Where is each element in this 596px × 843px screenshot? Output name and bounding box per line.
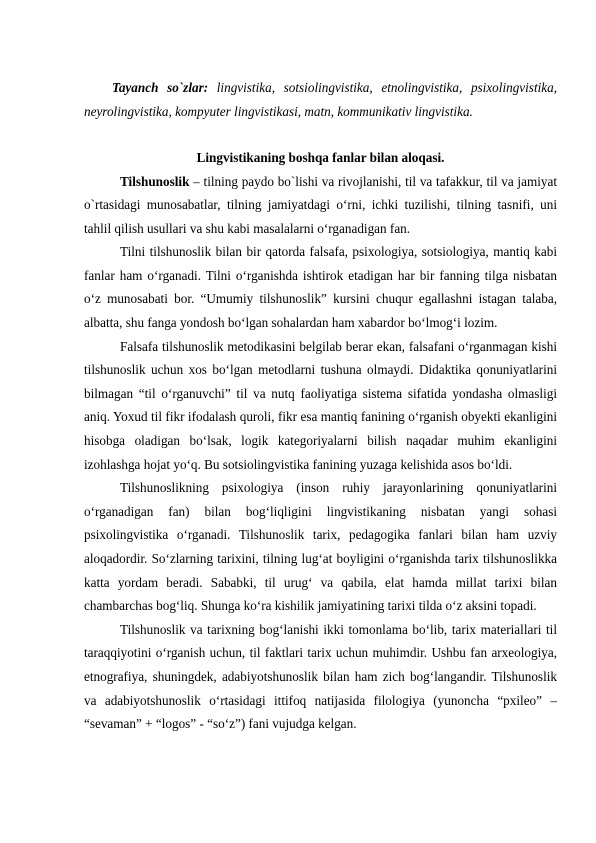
- paragraph-psychology: Tilshunoslikning psixologiya (inson ruhiy jarayonlarining qonuniyatlarini o‘rganadigan fan) bilan bog‘liqligini lingvistikaning nisbatan yangi sohasi psixolingvistika o‘rganadi. Tilshunoslik tarix, pedagogika fanlari bilan ham uzviy aloqadordir. So‘zlarning tarixini, tilning lug‘at boyligini o‘rganishda tarix tilshunoslikka katta yordam beradi. Sababki, til urug‘ va qabila, elat hamda millat tarixi bilan chambarchas bog‘liq. Shunga ko‘ra kishilik jamiyatining tarixi tilda o‘z aksini topadi.: [84, 480, 557, 614]
- paragraph-philosophy: Falsafa tilshunoslik metodikasini belgilab berar ekan, falsafani o‘rganmagan kishi tilshunoslik uchun xos bo‘lgan metodlarni tushuna olmaydi. Didaktika qonuniyatlarini bilmagan “til o‘rganuvchi” til va nutq faoliyatiga sistema sifatida yondasha olmasligi aniq. Yoxud til fikr ifodalash quroli, fikr esa mantiq fanining o‘rganish obyekti ekanligini hisobga oladigan bo‘lsak, logik kategoriyalarni bilish naqadar muhim ekanligini izohlashga hojat yo‘q. Bu sotsiolingvistika fanining yuzaga kelishida asos bo‘ldi.: [84, 338, 557, 472]
- keywords-label: Tayanch so`zlar:: [112, 80, 209, 95]
- keywords-paragraph: [84, 76, 557, 123]
- definition-term: Tilshunoslik: [120, 173, 190, 189]
- keywords-list: lingvistika, sotsiolingvistika, etnolingvistika, psixolingvistika, neyrolingvistika, kompyuter lingvistikasi, matn, kommunikativ lingvistika.: [84, 80, 558, 119]
- section-title: Lingvistikaning boshqa fanlar bilan aloqasi.: [196, 150, 445, 165]
- paragraph-related-sciences: Tilni tilshunoslik bilan bir qatorda falsafa, psixologiya, sotsiologiya, mantiq kabi fanlar ham o‘rganadi. Tilni o‘rganishda ishtirok etadigan har bir fanning tilga nisbatan o‘z munosabati bor. “Umumiy tilshunoslik” kursini chuqur egallashni istagan talaba, albatta, shu fanga yondosh bo‘lgan sohalardan ham xabardor bo‘lmog‘i lozim.: [84, 244, 557, 331]
- definition-text: – tilning paydo bo`lishi va rivojlanishi, til va tafakkur, til va jamiyat o`rtasidagi munosabatlar, tilning jamiyatdagi o‘rni, ichki tuzilishi, tilning tasnifi, uni tahlil qilish usullari va shu kabi masalalarni o‘rganadigan fan.: [84, 173, 557, 236]
- paragraph-history: Tilshunoslik va tarixning bog‘lanishi ikki tomonlama bo‘lib, tarix materiallari til taraqqiyotini o‘rganish uchun, til faktlari tarix uchun muhimdir. Ushbu fan arxeologiya, etnografiya, shuningdek, adabiyotshunoslik bilan ham zich bog‘langandir. Tilshunoslik va adabiyotshunoslik o‘rtasidagi ittifoq natijasida filologiya (yunoncha “pxileo” – “sevaman” + “logos” - “so‘z”) fani vujudga kelgan.: [84, 621, 557, 732]
- paragraph-definition: [84, 170, 557, 241]
